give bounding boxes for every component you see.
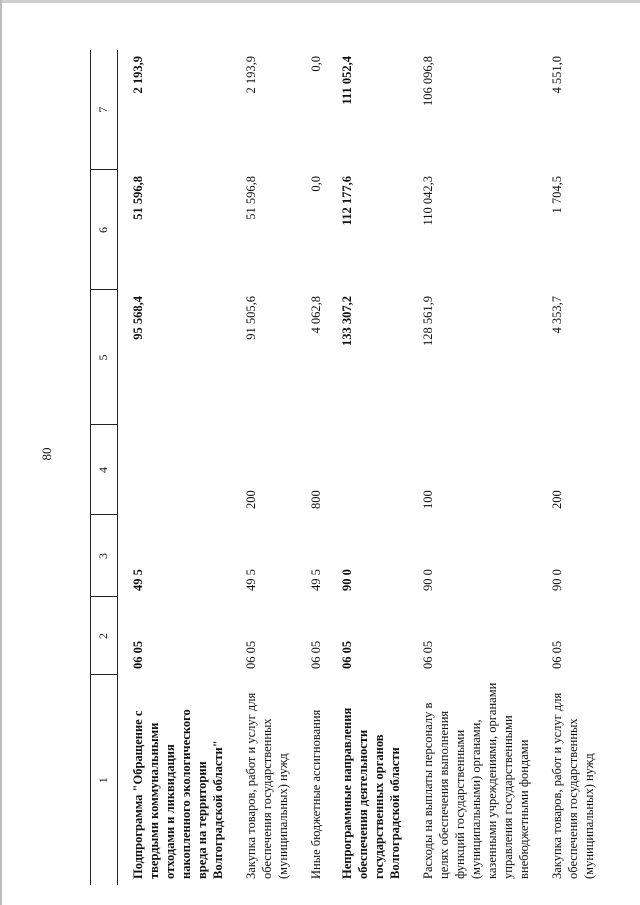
row-col6-cell: 110 042,3	[421, 176, 435, 226]
row-col7-cell: 106 096,8	[421, 56, 435, 106]
row-col6-cell: 112 177,6	[340, 176, 354, 226]
row-col7-cell: 0,0	[309, 56, 323, 72]
page-number: 80	[39, 447, 54, 461]
table-row	[118, 50, 230, 885]
row-col5-cell: 133 307,2	[340, 296, 354, 346]
header-col-3: 3	[91, 515, 118, 597]
table-row	[406, 50, 535, 885]
row-col5-cell: 95 568,4	[131, 296, 145, 340]
row-type-cell	[327, 425, 406, 515]
header-col-7: 7	[91, 50, 118, 170]
scan-left-edge	[0, 0, 2, 905]
budget-table	[90, 50, 600, 885]
rotated-page-content	[90, 50, 620, 885]
row-section-cell: 06 05	[340, 640, 354, 669]
budget-table-body	[91, 50, 601, 885]
table-row	[294, 50, 327, 885]
row-col7-cell: 111 052,4	[340, 56, 354, 105]
row-target-cell: 49 5	[309, 569, 323, 591]
row-col6-cell: 1 704,5	[550, 176, 564, 214]
row-type-cell: 200	[550, 490, 564, 509]
row-target-cell: 49 5	[244, 569, 258, 591]
row-col7-cell: 4 551,0	[550, 56, 564, 94]
row-type-cell: 800	[309, 490, 323, 509]
row-type-cell: 100	[421, 490, 435, 509]
table-row	[229, 50, 294, 885]
row-col6-cell: 51 596,8	[131, 176, 145, 220]
row-name-cell: Закупка товаров, работ и услуг для обеспечения государственных (муниципальных) нужд	[550, 692, 596, 879]
row-section-cell: 06 05	[550, 640, 564, 669]
table-header-row	[91, 50, 118, 885]
header-col-4: 4	[91, 425, 118, 515]
row-col5-cell: 4 353,7	[550, 296, 564, 334]
row-section-cell: 06 05	[131, 640, 145, 669]
table-row	[535, 50, 600, 885]
header-col-1: 1	[91, 675, 118, 885]
row-name-cell: Непрограммные направления обеспечения деятельности государственных органов Волгоградской области	[340, 707, 402, 879]
row-col7-cell: 2 193,9	[244, 56, 258, 94]
row-col6-cell: 51 596,8	[244, 176, 258, 220]
row-col7-cell: 2 193,9	[131, 56, 145, 94]
header-col-5: 5	[91, 290, 118, 425]
row-name-cell: Расходы на выплаты персоналу в целях обеспечения выполнения функций государственными (муниципальными) органами, казенными учреждениями, органами управления государственными внебюджетными фондами	[421, 682, 531, 879]
row-target-cell: 90 0	[340, 569, 354, 591]
row-section-cell: 06 05	[244, 640, 258, 669]
row-col5-cell: 4 062,8	[309, 296, 323, 334]
header-col-6: 6	[91, 170, 118, 290]
row-type-cell	[118, 425, 230, 515]
row-target-cell: 90 0	[421, 569, 435, 591]
row-col5-cell: 128 561,9	[421, 296, 435, 346]
row-col5-cell: 91 505,6	[244, 296, 258, 340]
scan-top-edge	[0, 0, 640, 3]
header-col-2: 2	[91, 597, 118, 675]
row-target-cell: 90 0	[550, 569, 564, 591]
row-name-cell: Закупка товаров, работ и услуг для обеспечения государственных (муниципальных) нужд	[244, 692, 290, 879]
row-name-cell: Иные бюджетные ассигнования	[309, 709, 323, 879]
table-row	[327, 50, 406, 885]
row-section-cell: 06 05	[421, 640, 435, 669]
row-col6-cell: 0,0	[309, 176, 323, 192]
row-name-cell: Подпрограмма "Обращение с твердыми коммунальными отходами и ликвидация накопленного экологического вреда на территории Волгоградской области"	[131, 709, 225, 879]
row-type-cell: 200	[244, 490, 258, 509]
row-target-cell: 49 5	[131, 569, 145, 591]
row-section-cell: 06 05	[309, 640, 323, 669]
